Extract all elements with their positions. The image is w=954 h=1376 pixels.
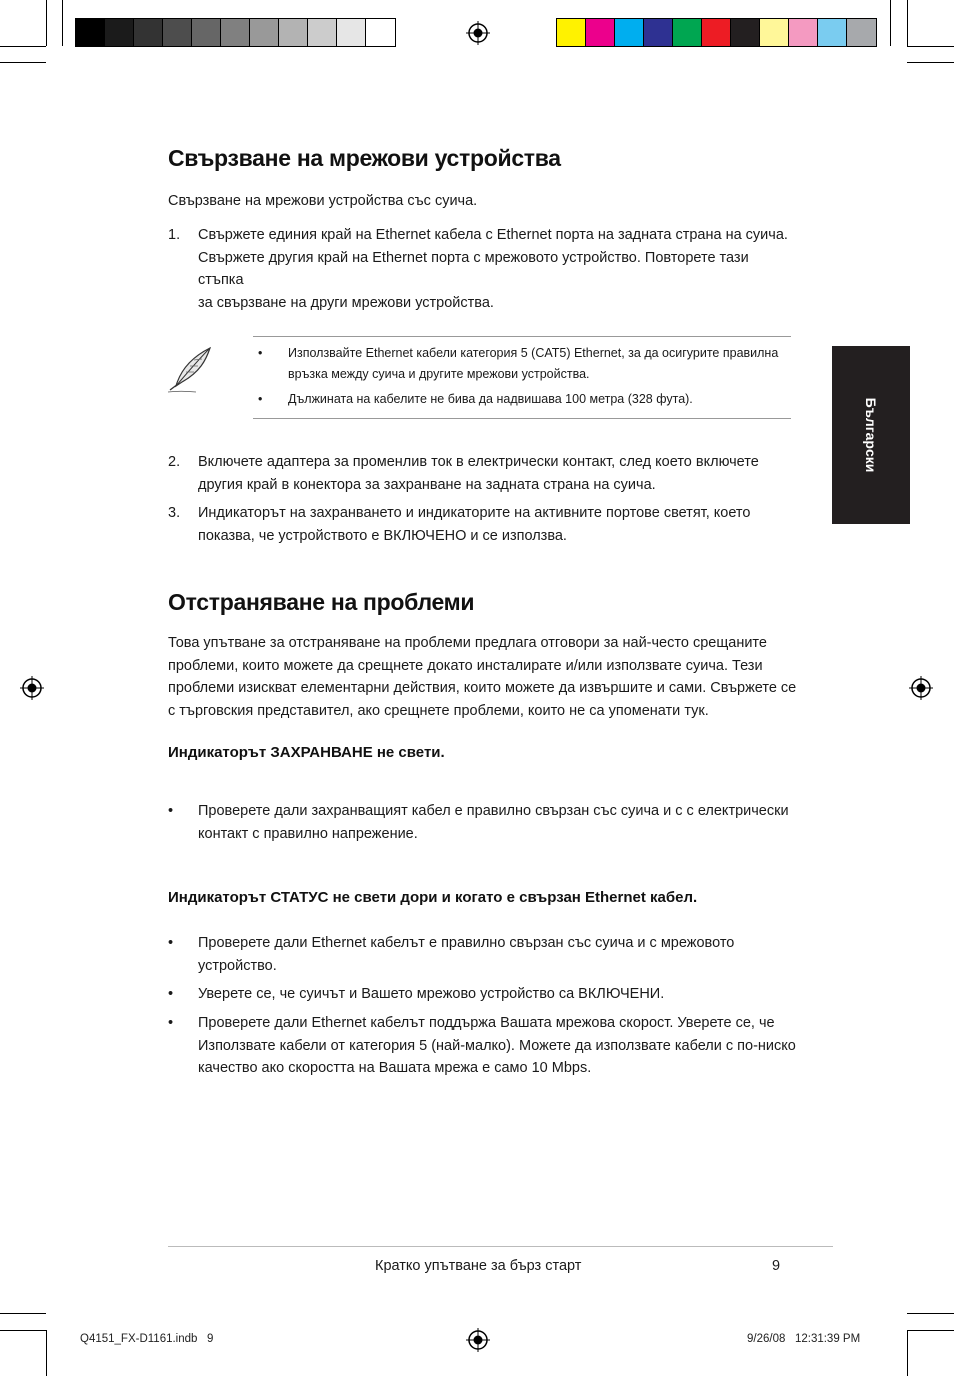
gray-swatch: [308, 19, 337, 46]
process-swatch: [615, 19, 644, 46]
text-line: контакт с правилно напрежение.: [198, 825, 418, 842]
status-led-check-item-1: [198, 932, 798, 977]
process-swatch: [760, 19, 789, 46]
text-line: другия край в конектора за захранване на задната страна на суича.: [198, 476, 656, 493]
text-line: Проверете дали захранващият кабел е правилно свързан със суича и с с електрически: [198, 803, 789, 819]
text-line: проблеми изискват елементарни действия, които можете да извършите и сами. Свържете се: [168, 680, 797, 696]
text-line: Свържете единия край на Ethernet кабела с Ethernet порта на задната страна на суича.: [198, 227, 788, 243]
gray-swatch: [192, 19, 221, 46]
text-line: Това упътване за отстраняване на проблеми предлага отговори за най-често срещаните: [168, 635, 767, 651]
section-title-troubleshooting: Отстраняване на проблеми: [168, 589, 475, 615]
subheading-status-led: Индикаторът СТАТУС не свети дори и когато е свързан Ethernet кабел.: [168, 889, 698, 906]
crop-mark: [907, 62, 954, 63]
status-led-check-item-2: Уверете се, че суичът и Вашето мрежово устройство са ВКЛЮЧЕНИ.: [198, 986, 665, 1002]
slug-file-info: Q4151_FX-D1161.indb 9: [80, 1333, 214, 1345]
process-swatch: [789, 19, 818, 46]
list-bullet: •: [168, 1015, 174, 1031]
gray-swatch: [134, 19, 163, 46]
footer-title: Кратко упътване за бърз старт: [375, 1258, 582, 1274]
page-number: 9: [772, 1258, 781, 1274]
gray-swatch: [221, 19, 250, 46]
language-label: Български: [863, 397, 879, 473]
feather-pen-icon: [166, 342, 216, 394]
text-line: качество ако скоростта на Вашата мрежа е само 10 Mbps.: [198, 1060, 592, 1076]
gray-swatch: [76, 19, 105, 46]
text-line: за свързване на други мрежови устройства.: [198, 294, 494, 311]
note-bullet: •: [258, 346, 263, 360]
list-bullet: •: [168, 935, 174, 951]
text-line: Включете адаптера за променлив ток в електрически контакт, след което включете: [198, 454, 759, 470]
list-bullet: •: [168, 803, 174, 819]
process-swatch: [557, 19, 586, 46]
step-number: 1.: [168, 227, 181, 243]
gray-swatch: [337, 19, 366, 46]
step-1-text: [198, 224, 798, 314]
step-3-text: [198, 502, 798, 547]
note-top-rule: [253, 336, 791, 337]
slug-date-info: 9/26/08 12:31:39 PM: [747, 1333, 861, 1345]
text-line: устройство.: [198, 957, 277, 974]
process-swatch: [847, 19, 876, 46]
process-swatch: [731, 19, 760, 46]
crop-mark: [907, 0, 908, 46]
text-line: Използвайте Ethernet кабели категория 5 (CAT5) Ethernet, за да осигурите правилна: [288, 346, 779, 360]
text-line: Свържете другия край на Ethernet порта с мрежовото устройство. Повторете тази стъпка: [198, 249, 749, 288]
grayscale-color-bar: [75, 18, 396, 47]
step-number: 2.: [168, 454, 181, 470]
crop-mark: [46, 0, 47, 46]
crop-mark: [0, 46, 46, 47]
process-swatch: [818, 19, 847, 46]
note-bullet: •: [258, 392, 263, 406]
crop-mark: [0, 1313, 46, 1314]
process-color-bar: [556, 18, 877, 47]
crop-mark: [0, 1330, 46, 1331]
crop-mark: [907, 1330, 908, 1376]
gray-swatch: [279, 19, 308, 46]
note-item-cable-length: Дължината на кабелите не бива да надвишава 100 метра (328 фута).: [288, 392, 693, 406]
note-bottom-rule: [253, 418, 791, 419]
text-line: показва, че устройството е ВКЛЮЧЕНО и се използва.: [198, 527, 567, 544]
gray-swatch: [250, 19, 279, 46]
text-line: проблеми, които можете да срещнете докато инсталирате и/или използвате суича. Тези: [168, 657, 763, 674]
text-line: Индикаторът на захранването и индикаторите на активните портове светят, което: [198, 505, 751, 521]
step-number: 3.: [168, 505, 181, 521]
text-line: Използвате кабели от категория 5 (най-малко). Можете да използвате кабели с по-ниско: [198, 1037, 796, 1054]
text-line: Проверете дали Ethernet кабелът поддържа Вашата мрежова скорост. Уверете се, че: [198, 1015, 775, 1031]
crop-mark: [907, 1313, 954, 1314]
registration-mark-icon: [466, 1328, 490, 1352]
step-2-text: [198, 451, 798, 496]
gray-swatch: [105, 19, 134, 46]
gray-swatch: [163, 19, 192, 46]
power-led-check-item: [198, 800, 798, 845]
text-line: връзка между суича и другите мрежови устройства.: [288, 367, 590, 381]
registration-mark-icon: [909, 676, 933, 700]
crop-mark: [62, 0, 63, 46]
section-intro: Свързване на мрежови устройства със суича.: [168, 193, 478, 209]
process-swatch: [644, 19, 673, 46]
crop-mark: [46, 1330, 47, 1376]
status-led-check-item-3: [198, 1012, 798, 1080]
note-item-cable-category: [288, 343, 793, 385]
crop-mark: [907, 46, 954, 47]
crop-mark: [0, 62, 46, 63]
gray-swatch: [366, 19, 395, 46]
registration-mark-icon: [20, 676, 44, 700]
crop-mark: [907, 1330, 954, 1331]
section-title-connecting: Свързване на мрежови устройства: [168, 145, 561, 171]
text-line: с търговския представител, ако срещнете проблеми, които не са упоменати тук.: [168, 702, 709, 719]
process-swatch: [586, 19, 615, 46]
list-bullet: •: [168, 986, 174, 1002]
crop-mark: [890, 0, 891, 46]
text-line: Проверете дали Ethernet кабелът е правилно свързан със суича и с мрежовото: [198, 935, 735, 951]
process-swatch: [673, 19, 702, 46]
troubleshooting-intro: [168, 632, 798, 722]
process-swatch: [702, 19, 731, 46]
registration-mark-icon: [466, 21, 490, 45]
subheading-power-led: Индикаторът ЗАХРАНВАНЕ не свети.: [168, 744, 445, 761]
language-side-tab: [832, 346, 910, 524]
footer-rule: [168, 1246, 833, 1247]
